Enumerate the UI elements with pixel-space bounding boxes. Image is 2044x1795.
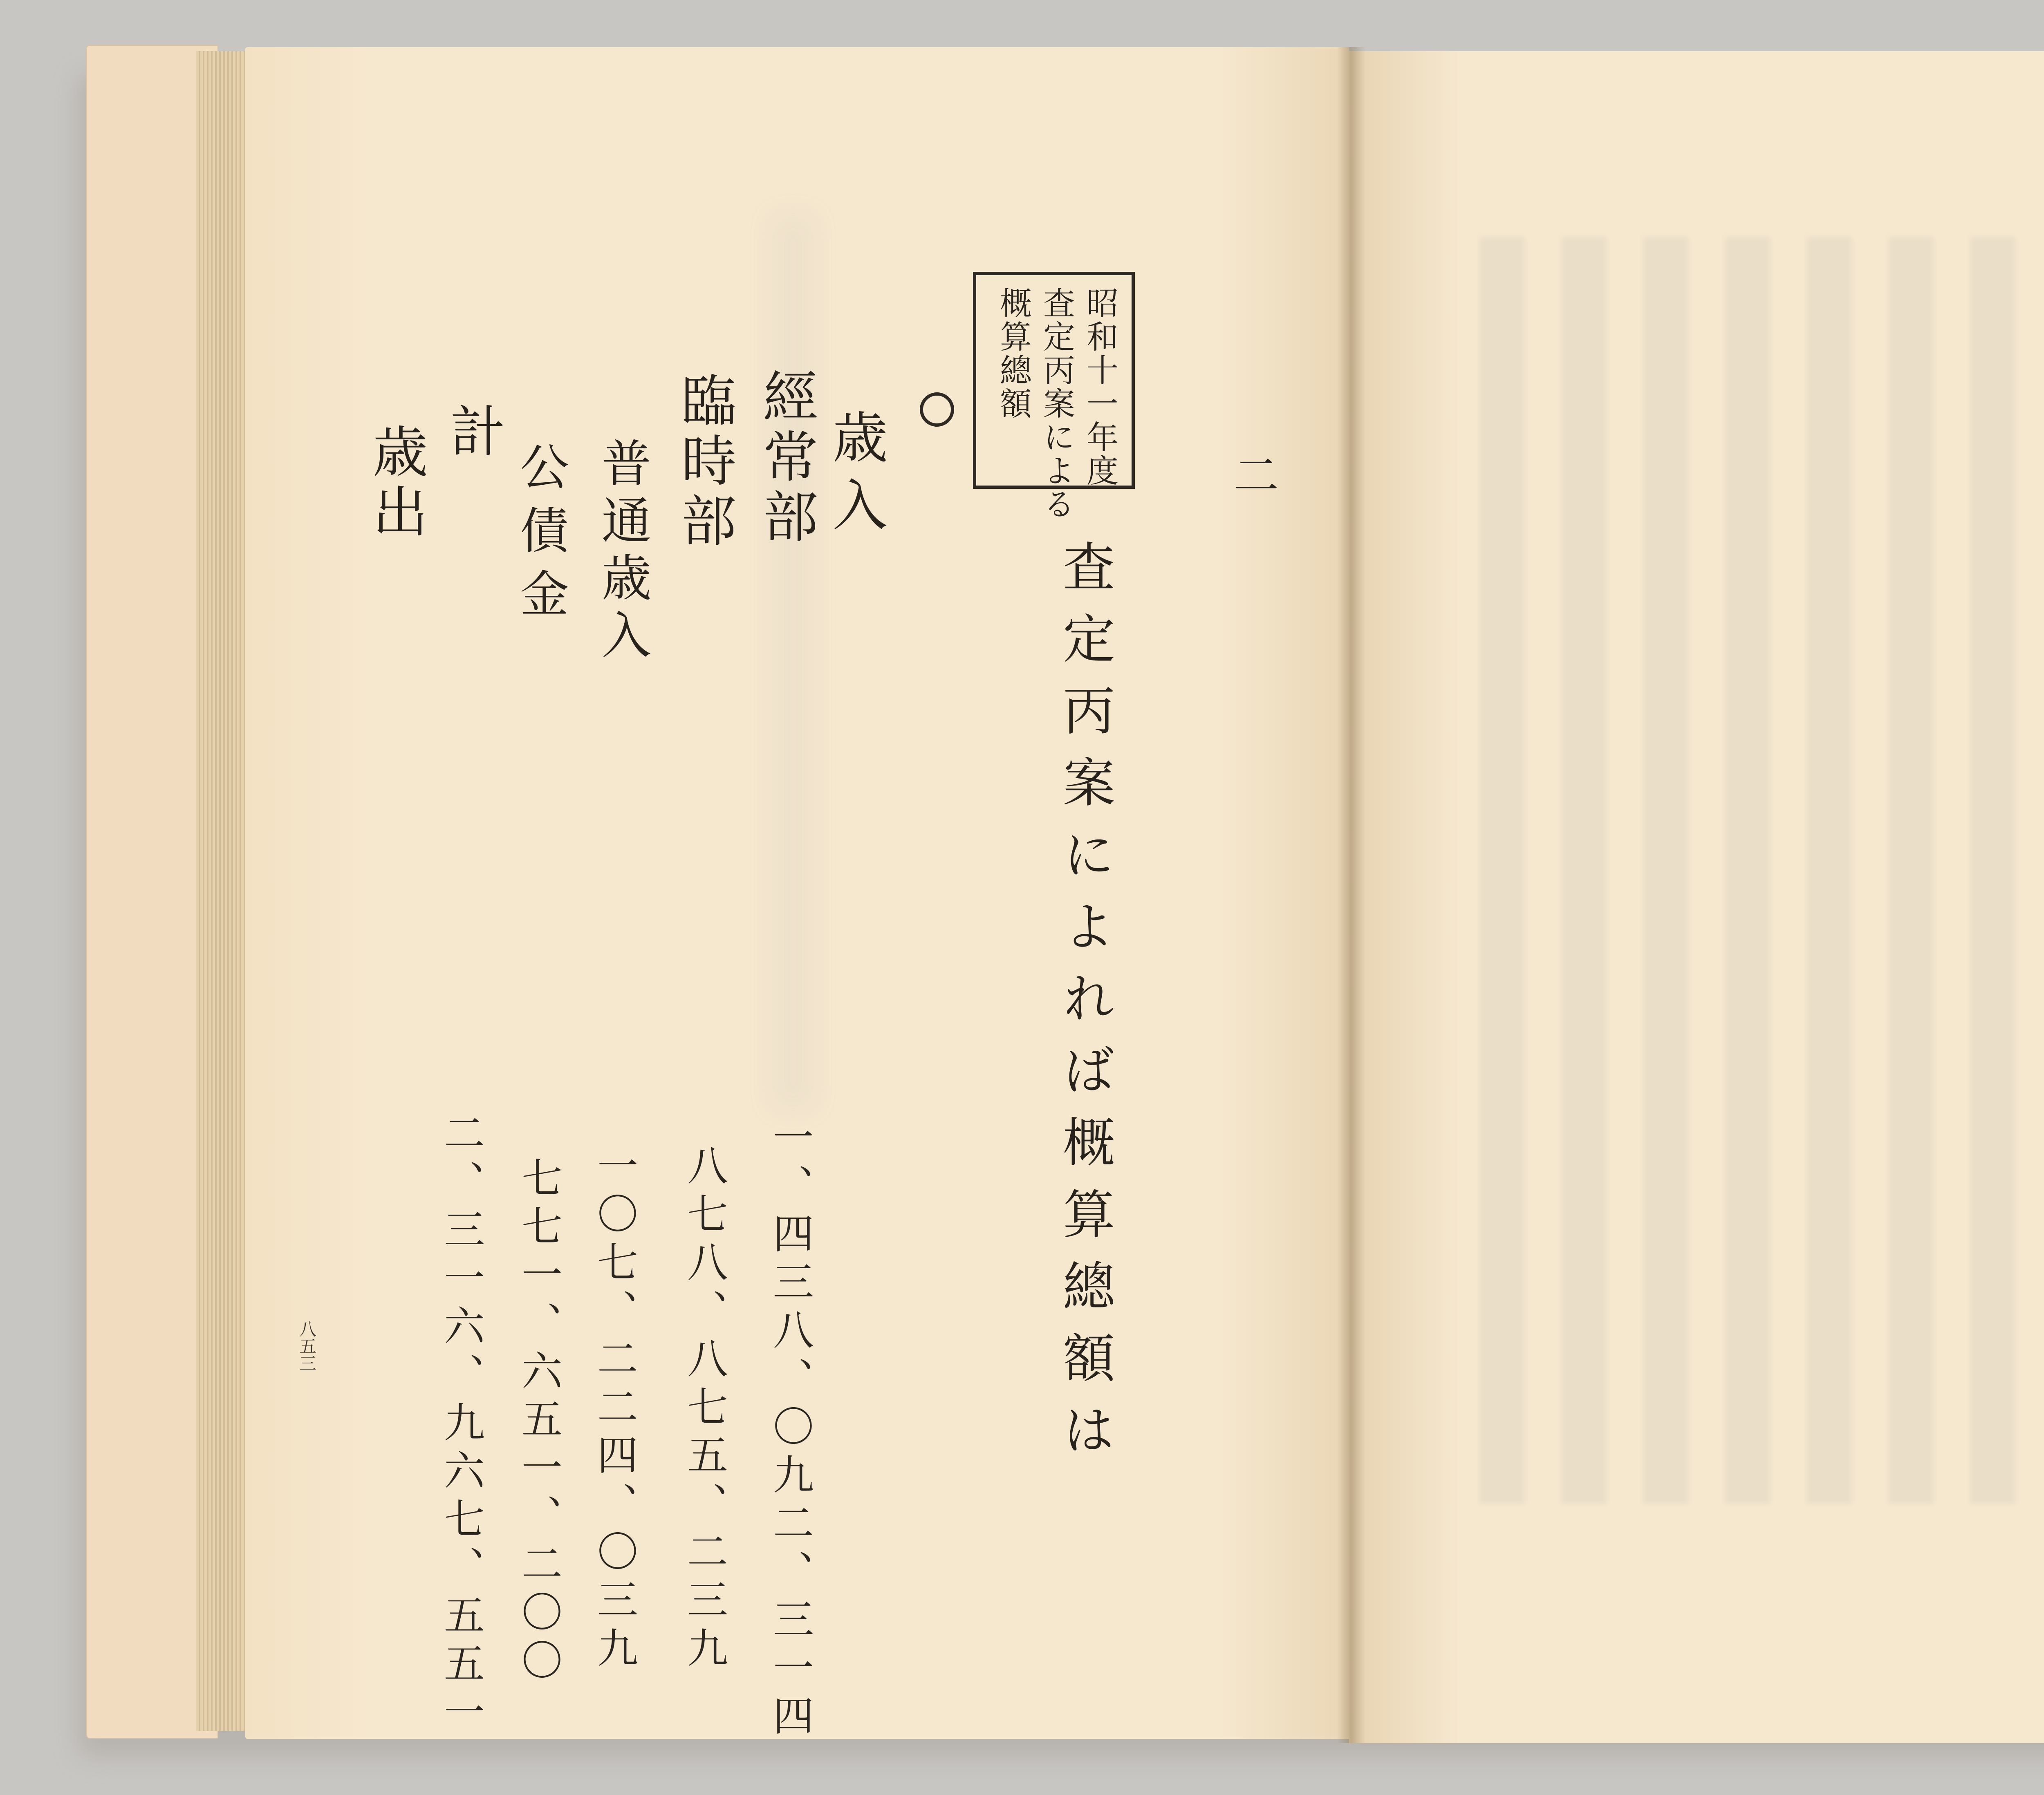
- left-page-number: 八五三: [297, 1320, 317, 1372]
- item-revenue: 歳入: [823, 409, 888, 544]
- header-box-line-3: 概算總額: [995, 286, 1031, 421]
- header-box-line-1: 昭和十一年度: [1081, 286, 1118, 488]
- header-box: [973, 272, 1135, 521]
- book-gutter: [1337, 47, 1365, 1743]
- show-through-right: [1480, 237, 2044, 1504]
- amount-extraordinary: 一〇七、二二四、〇三九: [590, 1144, 638, 1675]
- header-box-line-2: 査定丙案による: [1038, 286, 1075, 521]
- item-public-bonds: 公債金: [512, 441, 569, 631]
- item-ordinary: 經常部: [754, 368, 818, 548]
- show-through-left: [327, 213, 818, 1439]
- amount-total: 二、三一六、九六七、五五一: [437, 1112, 485, 1739]
- bullet-circle: [920, 392, 954, 427]
- amount-public-bonds: 七七一、六五一、二〇〇: [515, 1157, 563, 1687]
- item-extraordinary: 臨時部: [672, 372, 736, 552]
- amount-revenue: 一、四三八、〇九二、三一四: [766, 1116, 814, 1743]
- item-general-revenue: 普通歳入: [593, 437, 651, 666]
- amount-ordinary: 八七八、八七五、二三九: [680, 1144, 728, 1675]
- item-total: 計: [441, 403, 505, 458]
- intro-line: 査定丙案によれば概算總額は: [1054, 539, 1115, 1475]
- section-number: 二: [1226, 452, 1279, 497]
- item-expenditure: 歳出: [363, 423, 428, 543]
